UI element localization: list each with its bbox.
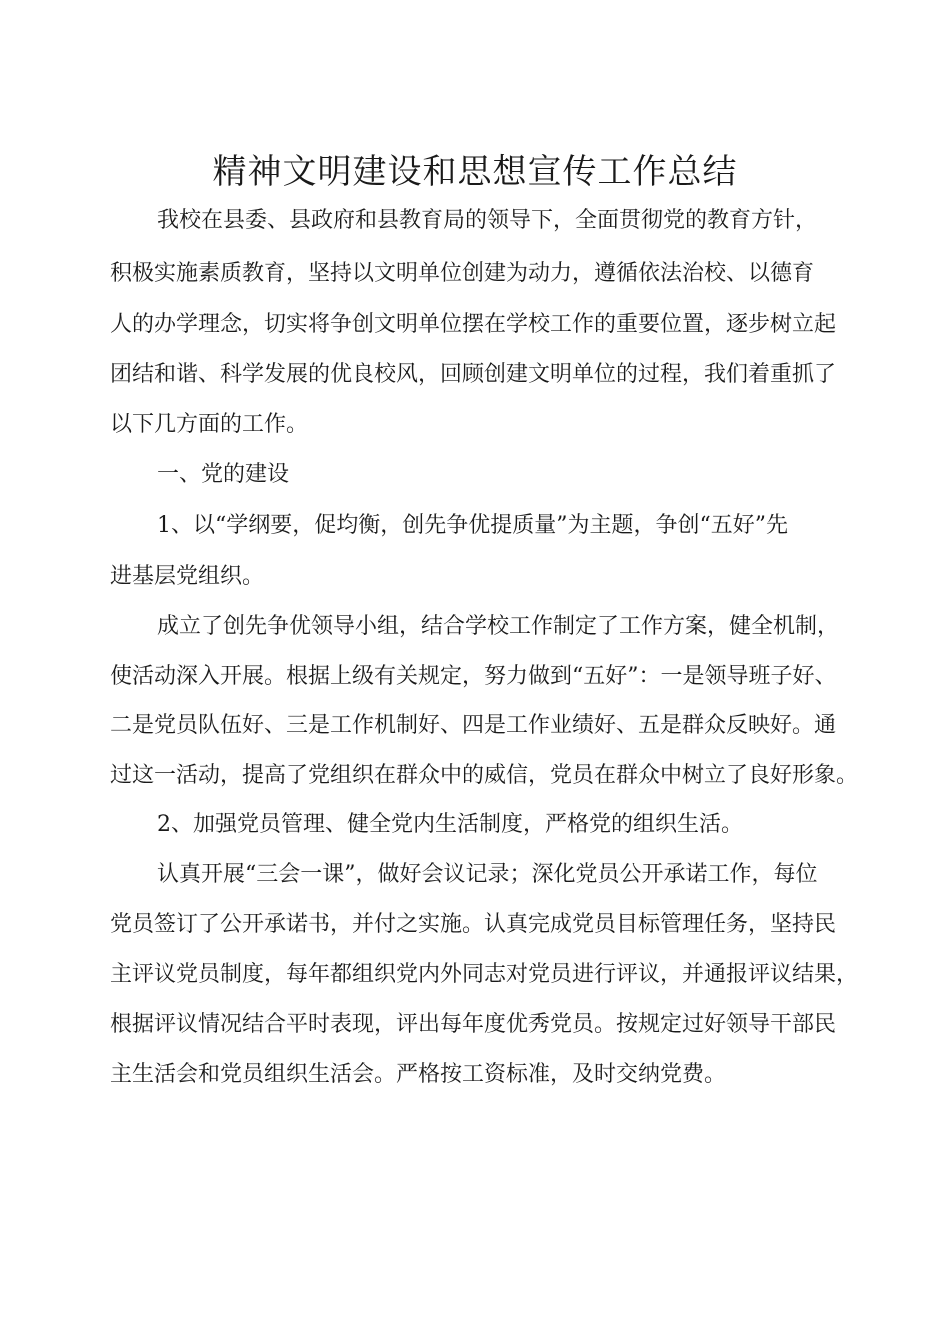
paragraph-line: 人的办学理念，切实将争创文明单位摆在学校工作的重要位置，逐步树立起 bbox=[110, 312, 837, 337]
paragraph-line: 使活动深入开展。根据上级有关规定，努力做到“五好”：一是领导班子好、 bbox=[110, 664, 837, 689]
paragraph-line: 认真开展“三会一课”，做好会议记录；深化党员公开承诺工作，每位 bbox=[157, 862, 818, 887]
paragraph-line: 主生活会和党员组织生活会。严格按工资标准，及时交纳党费。 bbox=[110, 1062, 727, 1087]
paragraph-line: 团结和谐、科学发展的优良校风，回顾创建文明单位的过程，我们着重抓了 bbox=[110, 362, 837, 387]
paragraph-line: 我校在县委、县政府和县教育局的领导下，全面贯彻党的教育方针， bbox=[157, 208, 818, 233]
paragraph-line: 根据评议情况结合平时表现，评出每年度优秀党员。按规定过好领导干部民 bbox=[110, 1012, 837, 1037]
paragraph-line: 以下几方面的工作。 bbox=[110, 412, 309, 437]
section-heading: 一、党的建设 bbox=[157, 462, 290, 487]
document-title: 精神文明建设和思想宣传工作总结 bbox=[212, 152, 738, 192]
paragraph-line: 积极实施素质教育，坚持以文明单位创建为动力，遵循依法治校、以德育 bbox=[110, 261, 815, 286]
paragraph-line: 过这一活动，提高了党组织在群众中的威信，党员在群众中树立了良好形象。 bbox=[110, 763, 859, 788]
paragraph-line: 党员签订了公开承诺书，并付之实施。认真完成党员目标管理任务，坚持民 bbox=[110, 912, 837, 937]
paragraph-line: 主评议党员制度，每年都组织党内外同志对党员进行评议，并通报评议结果， bbox=[110, 962, 859, 987]
subsection-heading: 1、以“学纲要，促均衡，创先争优提质量”为主题，争创“五好”先 bbox=[157, 513, 788, 538]
subsection-heading: 进基层党组织。 bbox=[110, 564, 265, 589]
subsection-heading: 2、加强党员管理、健全党内生活制度，严格党的组织生活。 bbox=[157, 812, 743, 837]
paragraph-line: 二是党员队伍好、三是工作机制好、四是工作业绩好、五是群众反映好。通 bbox=[110, 713, 837, 738]
paragraph-line: 成立了创先争优领导小组，结合学校工作制定了工作方案，健全机制， bbox=[157, 614, 840, 639]
